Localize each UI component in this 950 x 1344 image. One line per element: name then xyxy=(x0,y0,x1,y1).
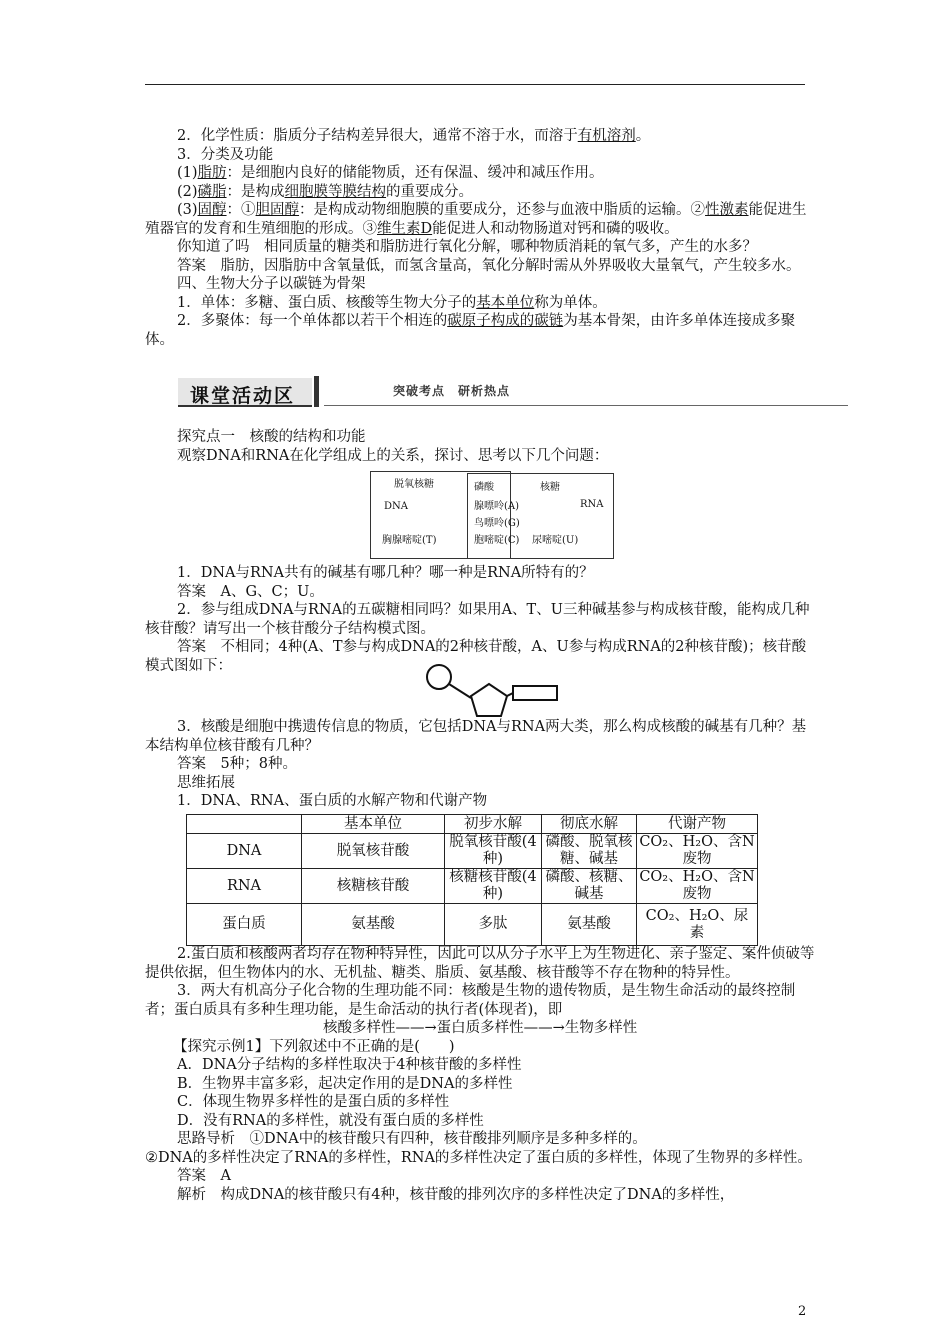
explore1-intro: 观察DNA和RNA在化学组成上的关系，探讨、思考以下几个问题： xyxy=(177,447,609,464)
hydrolysis-table xyxy=(186,814,758,946)
table-cell: RNA xyxy=(187,869,302,904)
table-cell: CO₂、H₂O、尿素 xyxy=(637,904,758,946)
table-header-cell: 代谢产物 xyxy=(637,815,758,834)
monomer-line: 1．单体：多糖、蛋白质、核酸等生物大分子的基本单位称为单体。 xyxy=(177,294,607,311)
nucleotide-model-diagram xyxy=(425,660,565,720)
table-cell: 磷酸、核糖、碱基 xyxy=(542,869,637,904)
explore1-title: 探究点一 核酸的结构和功能 xyxy=(177,429,366,445)
table-cell: 氨基酸 xyxy=(542,904,637,946)
base-rectangle xyxy=(513,686,557,700)
answer-paragraph: 答案 脂肪，因脂肪中含氧量低，而氢含量高，氧化分解时需从外界吸收大量氧气，产生较多水。 xyxy=(177,257,801,274)
table-header-cell: 初步水解 xyxy=(445,815,542,834)
table-cell: 蛋白质 xyxy=(187,904,302,946)
phospholipid-line: (2)磷脂：是构成细胞膜等膜结构的重要成分。 xyxy=(177,183,474,200)
table-header-row xyxy=(187,815,758,834)
section3-title: 3．分类及功能 xyxy=(177,146,274,163)
question-paragraph: 你知道了吗 相同质量的糖类和脂肪进行氧化分解，哪种物质消耗的氧气多，产生的水多？ xyxy=(177,239,757,255)
table-row xyxy=(187,834,758,869)
answer-2: 答案 不相同；4种(A、T参与构成DNA的2种核苷酸，A、U参与构成RNA的2种核苷酸)；核苷酸模式图如下： xyxy=(145,639,807,674)
questions-block-2 xyxy=(145,718,815,811)
section-banner xyxy=(178,376,848,408)
extension-2: 2.蛋白质和核酸两者均存在物种特异性，因此可以从分子水平上为生物进化、亲子鉴定、案件侦破等提供依据，但生物体内的水、无机盐、糖类、脂质、氨基酸、核苷酸等不存在物种的特异性。 xyxy=(145,946,815,981)
question-2: 2．参与组成DNA与RNA的五碳糖相同吗？如果用A、T、U三种碱基参与构成核苷酸，能构成几种核苷酸？请写出一个核苷酸分子结构模式图。 xyxy=(145,602,810,637)
analysis: 解析 构成DNA的核苷酸只有4种，核苷酸的排列次序的多样性决定了DNA的多样性， xyxy=(177,1186,735,1203)
table-cell: CO₂、H₂O、含N废物 xyxy=(637,869,758,904)
questions-block xyxy=(145,564,815,675)
venn-right-base: 尿嘧啶(U) xyxy=(532,535,579,546)
venn-mid-g: 鸟嘌呤(G) xyxy=(474,518,520,529)
table-cell: 多肽 xyxy=(445,904,542,946)
venn-mid-phosphate: 磷酸 xyxy=(474,482,494,493)
banner-title: 课堂活动区 xyxy=(190,385,296,407)
venn-right-name: RNA xyxy=(580,499,604,510)
banner-title-box xyxy=(178,378,312,407)
table-cell: 脱氧核苷酸 xyxy=(302,834,445,869)
lower-section xyxy=(145,945,815,1204)
top-section xyxy=(145,127,815,349)
option-b: B．生物界丰富多彩，起决定作用的是DNA的多样性 xyxy=(177,1075,513,1092)
page-number: 2 xyxy=(798,1304,807,1319)
venn-right-sugar: 核糖 xyxy=(540,482,560,493)
pentose-pentagon xyxy=(471,684,507,716)
table-header-cell xyxy=(187,815,302,834)
phosphate-bond xyxy=(449,684,471,698)
table-cell: DNA xyxy=(187,834,302,869)
banner-divider xyxy=(314,376,319,407)
guide-1: 思路导析 ①DNA中的核苷酸只有四种，核苷酸排列顺序是多种多样的。 xyxy=(177,1131,647,1147)
extension-3: 3．两大有机高分子化合物的生理功能不同：核酸是生物的遗传物质，是生物生命活动的最终控制者；蛋白质具有多种生理功能，是生命活动的执行者(体现者)，即 xyxy=(145,983,796,1018)
sterol-paragraph: (3)固醇：①胆固醇：是构成动物细胞膜的重要成分，还参与血液中脂质的运输。②性激素能促进生殖器官的发育和生殖细胞的形成。③维生素D能促进人和动物肠道对钙和磷的吸收。 xyxy=(145,202,807,237)
explore-intro xyxy=(145,428,815,465)
dna-rna-venn-diagram xyxy=(370,471,613,558)
polymer-paragraph: 2．多聚体：每一个单体都以若干个相连的碳原子构成的碳链为基本骨架，由许多单体连接成多聚体。 xyxy=(145,313,796,348)
guide-2: ②DNA的多样性决定了RNA的多样性，RNA的多样性决定了蛋白质的多样性，体现了生物界的多样性。 xyxy=(145,1149,812,1166)
venn-mid-c: 胞嘧啶(C) xyxy=(474,535,520,546)
extension-1: 1．DNA、RNA、蛋白质的水解产物和代谢产物 xyxy=(177,793,488,809)
table-header-cell: 彻底水解 xyxy=(542,815,637,834)
example-answer: 答案 A xyxy=(177,1168,231,1184)
venn-left-base: 胸腺嘧啶(T) xyxy=(382,535,437,546)
table-cell: CO₂、H₂O、含N废物 xyxy=(637,834,758,869)
venn-mid-a: 腺嘌呤(A) xyxy=(474,501,520,512)
diversity-flow: 核酸多样性——→蛋白质多样性——→生物多样性 xyxy=(323,1020,638,1036)
option-d: D．没有RNA的多样性，就没有蛋白质的多样性 xyxy=(177,1112,484,1129)
chem-property: 2．化学性质：脂质分子结构差异很大，通常不溶于水，而溶于有机溶剂。 xyxy=(177,128,651,144)
table-cell: 磷酸、脱氧核糖、碱基 xyxy=(542,834,637,869)
table-cell: 核糖核苷酸 xyxy=(302,869,445,904)
answer-1: 答案 A、G、C；U。 xyxy=(177,583,324,600)
option-a: A．DNA分子结构的多样性取决于4种核苷酸的多样性 xyxy=(177,1057,522,1073)
answer-3: 答案 5种；8种。 xyxy=(177,756,297,772)
table-row xyxy=(187,904,758,946)
question-3: 3．核酸是细胞中携遗传信息的物质，它包括DNA与RNA两大类，那么构成核酸的碱基有几种？基本结构单位核苷酸有几种？ xyxy=(145,719,807,754)
table-header-cell: 基本单位 xyxy=(302,815,445,834)
table-cell: 核糖核苷酸(4种) xyxy=(445,869,542,904)
venn-left-name: DNA xyxy=(384,501,408,512)
banner-rule xyxy=(324,405,848,406)
question-1: 1．DNA与RNA共有的碱基有哪几种？哪一种是RNA所特有的？ xyxy=(177,565,594,581)
option-c: C．体现生物界多样性的是蛋白质的多样性 xyxy=(177,1094,450,1110)
table-row xyxy=(187,869,758,904)
phosphate-circle xyxy=(427,665,451,689)
table-cell: 脱氧核苷酸(4种) xyxy=(445,834,542,869)
example-title: 【探究示例1】下列叙述中不正确的是( ) xyxy=(173,1038,455,1055)
header-rule xyxy=(145,84,805,85)
fat-line: (1)脂肪：是细胞内良好的储能物质，还有保温、缓冲和减压作用。 xyxy=(177,165,604,181)
extension-title: 思维拓展 xyxy=(177,774,235,791)
banner-subtitle: 突破考点 研析热点 xyxy=(393,384,511,398)
section4-title: 四、生物大分子以碳链为骨架 xyxy=(177,276,366,292)
venn-left-sugar: 脱氧核糖 xyxy=(394,479,434,490)
table-cell: 氨基酸 xyxy=(302,904,445,946)
